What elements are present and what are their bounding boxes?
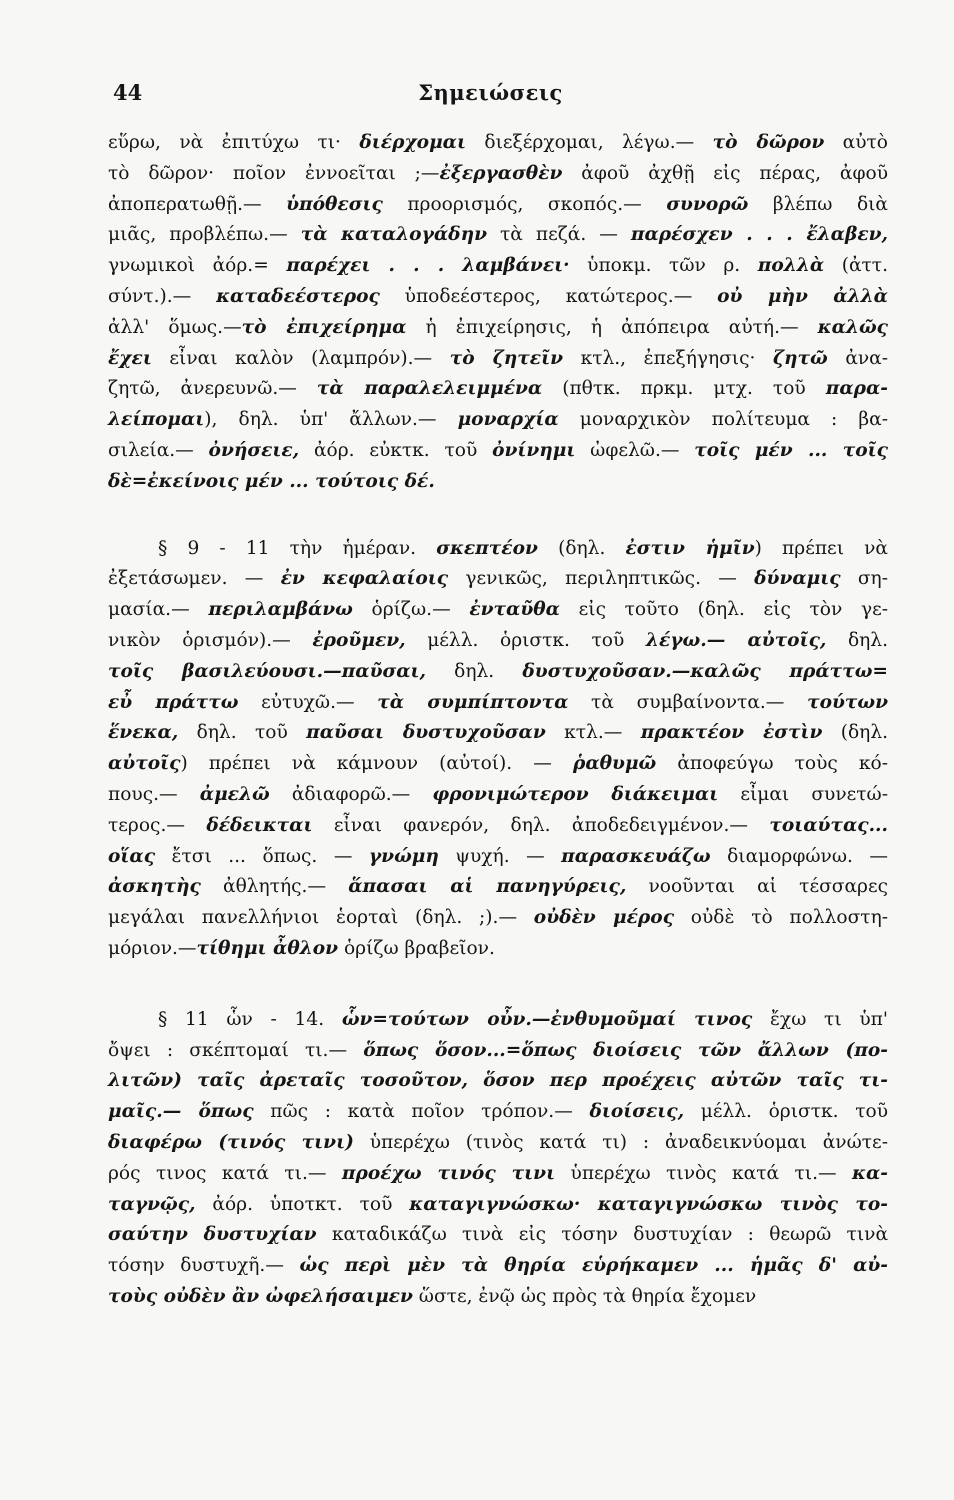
- text-line: [108, 1005, 888, 1036]
- text-line: [108, 220, 888, 251]
- gloss-text: οὐδὲ τὸ πολλοστη-: [674, 907, 888, 929]
- lemma-term: δυστυχοῦσαν.—καλῶς πράττω=: [522, 660, 888, 682]
- gloss-text: εὐτυχῶ.—: [238, 691, 378, 713]
- gloss-text: σιλεία.—: [108, 439, 209, 461]
- lemma-term: σκεπτέον: [436, 537, 538, 559]
- lemma-term: ἐροῦμεν,: [312, 629, 406, 651]
- gloss-text: ὠφελῶ.—: [575, 439, 695, 461]
- lemma-term: διοίσεις,: [589, 1101, 685, 1123]
- gloss-text: ἀφοῦ ἀχθῇ εἰς πέρας, ἀφοῦ: [562, 162, 889, 184]
- lemma-term: ὡς περὶ μὲν τὰ θηρία εὑρήκαμεν ... ἡμᾶς δ' αὐ-: [299, 1255, 888, 1277]
- lemma-term: ταγνῷς,: [108, 1193, 196, 1215]
- gloss-text: ρός τινος κατά τι.—: [108, 1162, 342, 1184]
- lemma-term: μοναρχία: [457, 409, 559, 431]
- lemma-term: ῥαθυμῶ: [572, 753, 657, 775]
- text-line: [108, 467, 888, 498]
- gloss-text: πους.—: [108, 783, 200, 805]
- text-line: [108, 780, 888, 811]
- gloss-text: ἀποπερατωθῇ.—: [108, 193, 287, 215]
- lemma-term: οὐδὲν μέρος: [533, 907, 675, 929]
- lemma-term: φρονιμώτερον διάκειμαι: [432, 783, 719, 805]
- text-line: [108, 1190, 888, 1221]
- lemma-term: παρασκευάζω: [561, 845, 711, 867]
- lemma-term: διέρχομαι: [359, 132, 466, 153]
- lemma-term: λιτῶν) ταῖς ἀρεταῖς τοσοῦτον, ὅσον περ προέχεις αὐτῶν ταῖς τι-: [108, 1070, 888, 1092]
- text-line: [108, 811, 888, 842]
- gloss-text: μιᾶς, προβλέπω.—: [108, 224, 301, 246]
- lemma-term: καταγιγνώσκω· καταγιγνώσκω τινὸς το-: [409, 1193, 888, 1215]
- gloss-text: (δηλ.: [537, 537, 626, 559]
- gloss-text: (ἀττ.: [824, 255, 888, 277]
- lemma-term: ὧν=τούτων οὖν.—ἐνθυμοῦμαί τινος: [341, 1008, 753, 1030]
- lemma-term: τίθημι ἆθλον: [196, 937, 339, 959]
- lemma-term: συνορῶ: [666, 193, 749, 215]
- text-line: [108, 405, 888, 436]
- gloss-text: τὸ δῶρον· ποῖον ἐννοεῖται ;—: [108, 162, 440, 184]
- lemma-term: τὸ ἐπιχείρημα: [241, 316, 407, 338]
- gloss-text: ), δηλ. ὑπ' ἄλλων.—: [204, 409, 458, 431]
- text-line: [108, 159, 888, 190]
- gloss-text: δηλ.: [425, 660, 523, 682]
- text-line: [108, 903, 888, 934]
- text-line: [108, 718, 888, 749]
- gloss-text: τερος.—: [108, 814, 207, 836]
- lemma-term: περιλαμβάνω: [208, 599, 353, 621]
- gloss-text: ἡ ἐπιχείρησις, ἡ ἀπόπειρα αὐτή.—: [406, 316, 818, 338]
- text-line: [108, 374, 888, 405]
- text-line: [108, 1036, 888, 1067]
- lemma-term: λέγω.— αὐτοῖς,: [645, 629, 827, 651]
- lemma-term: ἐνταῦθα: [469, 599, 560, 621]
- text-line: [108, 1220, 888, 1251]
- gloss-text: αὐτὸ: [824, 132, 888, 153]
- lemma-term: ἐν κεφαλαίοις: [280, 568, 449, 590]
- gloss-text: ἔχω τι ὑπ': [752, 1008, 888, 1030]
- lemma-term: προέχω τινός τινι: [341, 1162, 556, 1184]
- lemma-term: τὰ παραλελειμμένα: [316, 378, 543, 400]
- text-line: [108, 1066, 888, 1097]
- gloss-text: μόριον.—: [108, 937, 197, 959]
- text-line: [108, 1159, 888, 1190]
- lemma-term: ἀμελῶ: [199, 783, 270, 805]
- gloss-text: ψυχή. —: [438, 845, 562, 867]
- text-line: [108, 749, 888, 780]
- gloss-text: ἀλλ' ὅμως.—: [108, 316, 242, 338]
- text-line: [108, 128, 888, 159]
- text-line: [108, 1251, 888, 1282]
- gloss-text: εἰς τοῦτο (δηλ. εἰς τὸν γε-: [559, 599, 888, 621]
- gloss-text: εἶμαι συνετώ-: [718, 783, 888, 805]
- page-number: 44: [113, 80, 143, 105]
- gloss-text: διαμορφώνω. —: [710, 845, 888, 867]
- lemma-term: ἔχει: [108, 347, 152, 369]
- gloss-text: γνωμικοὶ ἀόρ.=: [108, 255, 287, 277]
- lemma-term: παρέσχεν . . . ἔλαβεν,: [630, 224, 889, 246]
- gloss-text: σύντ.).—: [108, 285, 217, 307]
- page-header: [113, 80, 868, 110]
- gloss-text: πῶς : κατὰ ποῖον τρόπον.—: [253, 1101, 590, 1123]
- gloss-text: ἀδιαφορῶ.—: [269, 783, 433, 805]
- gloss-text: τὰ συμβαίνοντα.—: [568, 691, 808, 713]
- text-line: [108, 251, 888, 282]
- gloss-text: ἐξετάσωμεν. —: [108, 568, 281, 590]
- lemma-term: ἐξεργασθὲν: [439, 162, 563, 184]
- lemma-term: γνώμη: [368, 845, 439, 867]
- text-line: [108, 313, 888, 344]
- gloss-text: εἶναι φανερόν, δηλ. ἀποδεδειγμένον.—: [312, 814, 770, 836]
- text-line: [108, 1128, 888, 1159]
- lemma-term: διαφέρω (τινός τινι): [108, 1131, 354, 1153]
- lemma-term: οἵας: [108, 845, 156, 867]
- gloss-text: ἀόρ. ὑποτκτ. τοῦ: [195, 1193, 410, 1215]
- lemma-term: δέδεικται: [206, 814, 313, 836]
- lemma-term: ζητῶ: [773, 347, 828, 369]
- gloss-text: ἔτσι ... ὅπως. —: [155, 845, 369, 867]
- lemma-term: ἐστιν ἡμῖν: [625, 537, 755, 559]
- lemma-term: ἀσκητὴς: [108, 876, 201, 898]
- lemma-term: τὰ καταλογάδην: [300, 224, 487, 246]
- gloss-text: δηλ.: [826, 629, 888, 651]
- lemma-term: τὸ ζητεῖν: [449, 347, 564, 369]
- lemma-term: παρέχει . . . λαμβάνει·: [286, 255, 570, 277]
- lemma-term: τούτων: [807, 691, 889, 713]
- text-line: [108, 190, 888, 221]
- gloss-text: ὑποκμ. τῶν ρ.: [569, 255, 758, 277]
- section-spacer: [108, 965, 888, 1005]
- lemma-term: οὐ μὴν ἀλλὰ: [717, 285, 888, 307]
- lemma-term: ὀνήσειε,: [208, 439, 300, 461]
- lemma-term: ὑπόθεσις: [286, 193, 383, 215]
- text-line: [108, 1282, 888, 1313]
- gloss-text: τὰ πεζά. —: [487, 224, 631, 246]
- gloss-text: ση-: [840, 568, 888, 590]
- running-title: Σημειώσεις: [418, 80, 563, 105]
- text-line: [108, 934, 888, 965]
- lemma-term: τοὺς οὐδὲν ἂν ὠφελήσαιμεν: [108, 1285, 413, 1307]
- gloss-text: § 9 - 11 τὴν ἡμέραν.: [158, 537, 437, 559]
- gloss-text: μέλλ. ὁριστκ. τοῦ: [405, 629, 646, 651]
- gloss-text: ἀνα-: [827, 347, 889, 369]
- text-line: [108, 1097, 888, 1128]
- gloss-text: νοοῦνται αἱ τέσσαρες: [626, 876, 889, 898]
- text-line: [108, 282, 888, 313]
- gloss-text: κτλ., ἐπεξήγησις·: [563, 347, 773, 369]
- lemma-term: σαύτην δυστυχίαν: [108, 1224, 317, 1246]
- gloss-text: § 11 ὧν - 14.: [158, 1008, 342, 1030]
- gloss-text: ) πρέπει νὰ: [754, 537, 888, 559]
- section-spacer: [108, 498, 888, 534]
- lemma-term: τοιαύτας...: [769, 814, 888, 836]
- notes-body: [108, 128, 888, 1313]
- gloss-text: ὑποδεέστερος, κατώτερος.—: [379, 285, 718, 307]
- gloss-text: ) πρέπει νὰ κάμνουν (αὐτοί). —: [180, 753, 573, 775]
- gloss-text: κτλ.—: [545, 722, 641, 744]
- text-line: [108, 436, 888, 467]
- lemma-term: δύναμις: [754, 568, 841, 590]
- lemma-term: τὰ συμπίπτοντα: [377, 691, 569, 713]
- gloss-text: ὄψει : σκέπτομαί τι.—: [108, 1039, 364, 1061]
- gloss-text: καταδικάζω τινὰ εἰς τόσην δυστυχίαν : θεωρῶ τινὰ: [316, 1224, 888, 1246]
- gloss-text: τόσην δυστυχῆ.—: [108, 1255, 300, 1277]
- gloss-text: βλέπω διὰ: [748, 193, 888, 215]
- lemma-term: τοῖς βασιλεύουσι.—παῦσαι,: [108, 660, 426, 682]
- gloss-text: νικὸν ὁρισμόν).—: [108, 629, 313, 651]
- lemma-term: λείπομαι: [108, 409, 205, 431]
- text-line: [108, 872, 888, 903]
- text-line: [108, 534, 888, 565]
- lemma-term: δὲ=ἐκείνοις μέν ... τούτοις δέ.: [108, 470, 435, 492]
- text-line: [108, 657, 888, 688]
- lemma-term: καταδεέστερος: [216, 285, 380, 307]
- gloss-text: εὕρω, νὰ ἐπιτύχω τι·: [108, 132, 360, 153]
- text-line: [108, 344, 888, 375]
- lemma-term: ὀνίνημι: [492, 439, 576, 461]
- gloss-text: ὑπερέχω (τινὸς κατά τι) : ἀναδεικνύομαι ἀνώτε-: [353, 1131, 888, 1153]
- lemma-term: πολλὰ: [757, 255, 825, 277]
- gloss-text: εἶναι καλὸν (λαμπρόν).—: [151, 347, 450, 369]
- gloss-text: μοναρχικὸν πολίτευμα : βα-: [558, 409, 888, 431]
- gloss-text: ὁρίζω βραβεῖον.: [338, 937, 495, 959]
- lemma-term: πρακτέον ἐστὶν: [640, 722, 823, 744]
- lemma-term: εὖ πράττω: [108, 691, 239, 713]
- lemma-term: ἅπασαι αἱ πανηγύρεις,: [348, 876, 627, 898]
- gloss-text: δηλ. τοῦ: [178, 722, 307, 744]
- lemma-term: κα-: [852, 1162, 888, 1184]
- text-line: [108, 595, 888, 626]
- gloss-text: ὁρίζω.—: [352, 599, 470, 621]
- lemma-term: τὸ δῶρον: [712, 132, 825, 153]
- lemma-term: αὐτοῖς: [108, 753, 181, 775]
- text-line: [108, 564, 888, 595]
- gloss-text: ὑπερέχω τινὸς κατά τι.—: [555, 1162, 853, 1184]
- text-line: [108, 688, 888, 719]
- gloss-text: ἀόρ. εὐκτκ. τοῦ: [299, 439, 493, 461]
- lemma-term: ἕνεκα,: [108, 722, 179, 744]
- gloss-text: γενικῶς, περιληπτικῶς. —: [448, 568, 755, 590]
- gloss-text: ζητῶ, ἀνερευνῶ.—: [108, 378, 317, 400]
- gloss-text: προορισμός, σκοπός.—: [382, 193, 667, 215]
- lemma-term: παρα-: [825, 378, 889, 400]
- text-line: [108, 626, 888, 657]
- lemma-term: παῦσαι δυστυχοῦσαν: [306, 722, 546, 744]
- gloss-text: μασία.—: [108, 599, 209, 621]
- gloss-text: μέλλ. ὁριστκ. τοῦ: [684, 1101, 888, 1123]
- text-line: [108, 842, 888, 873]
- gloss-text: (δηλ.: [822, 722, 889, 744]
- gloss-text: ὥστε, ἐνῷ ὡς πρὸς τὰ θηρία ἔχομεν: [412, 1285, 757, 1307]
- lemma-term: καλῶς: [817, 316, 888, 338]
- gloss-text: διεξέρχομαι, λέγω.—: [466, 132, 713, 153]
- lemma-term: ὅπως ὅσον...=ὅπως διοίσεις τῶν ἄλλων (πο-: [363, 1039, 888, 1061]
- gloss-text: ἀποφεύγω τοὺς κό-: [656, 753, 888, 775]
- lemma-term: μαῖς.— ὅπως: [108, 1101, 254, 1123]
- gloss-text: ἀθλητής.—: [200, 876, 349, 898]
- gloss-text: μεγάλαι πανελλήνιοι ἑορταὶ (δηλ. ;).—: [108, 907, 534, 929]
- lemma-term: τοῖς μέν ... τοῖς: [694, 439, 888, 461]
- gloss-text: (πθτκ. πρκμ. μτχ. τοῦ: [542, 378, 826, 400]
